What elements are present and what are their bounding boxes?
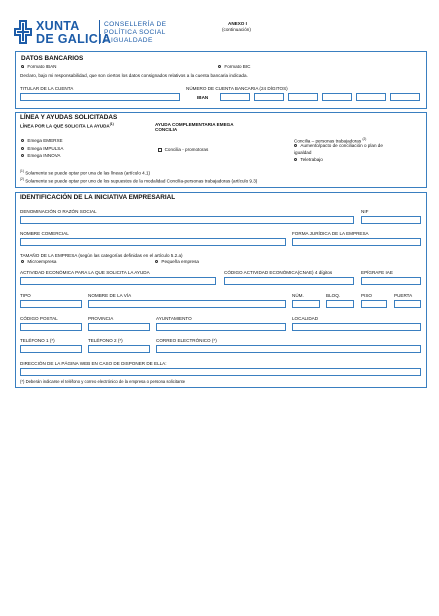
contact-footnote: (*) Deberán indicarse el teléfono y correo electrónico de la empresa o persona solicitante (20, 379, 186, 384)
commercial-name-label: NOMBRE COMERCIAL (20, 231, 69, 236)
annex-subtitle: (continuación) (222, 27, 251, 32)
block-field[interactable] (326, 300, 354, 308)
iban-radio[interactable] (21, 65, 24, 68)
concilia-promoter-option[interactable] (158, 147, 208, 152)
council-label: AYUNTAMIENTO (156, 316, 192, 321)
emerxe-label: Emega EMERXE (27, 138, 63, 143)
account-field-6[interactable] (390, 93, 420, 101)
locality-label: LOCALIDAD (292, 316, 319, 321)
micro-radio[interactable] (21, 260, 24, 263)
iban-format-option[interactable] (21, 64, 57, 69)
line-label-text: LÍNEA POR LA QUE SOLICITA LA AYUDA (20, 123, 110, 129)
nif-field[interactable] (361, 216, 421, 224)
bic-label: Formato BIC (224, 64, 251, 69)
conciliation-label: Aumento/pacto de conciliación o plan de (300, 143, 383, 148)
iban-label: Formato IBAN (27, 64, 57, 69)
line-label (20, 122, 114, 129)
complementary-label-1: AYUDA COMPLEMENTARIA EMEGA (155, 122, 234, 127)
company-section-title: IDENTIFICACIÓN DE LA INICIATIVA EMPRESARIAL (20, 194, 176, 201)
activity-label: ACTIVIDAD ECONÓMICA PARA LA QUE SOLICITA LA AYUDA (20, 270, 150, 275)
floor-label: PISO (361, 293, 372, 298)
complementary-label-2: CONCILIA (155, 127, 178, 132)
annex-title: ANEXO I (228, 21, 247, 26)
innova-label: Emega INNOVA (27, 153, 61, 158)
website-field[interactable] (20, 368, 421, 376)
bank-section-title: DATOS BANCARIOS (21, 55, 84, 62)
number-field[interactable] (292, 300, 320, 308)
account-number-label: NÚMERO DE CUENTA BANCARIA (24 DÍGITOS) (186, 86, 288, 91)
company-name-field[interactable] (20, 216, 354, 224)
phone2-field[interactable] (88, 345, 150, 353)
email-field[interactable] (156, 345, 421, 353)
micro-label: Microempresa (27, 259, 57, 264)
province-label: PROVINCIA (88, 316, 114, 321)
company-name-label: DENOMINACIÓN O RAZÓN SOCIAL (20, 209, 97, 214)
website-label: DIRECCIÓN DE LA PÁGINA WEB EN CASO DE DISPONER DE ELLA: (20, 361, 167, 366)
door-label: PUERTA (394, 293, 413, 298)
line-option-innova[interactable] (21, 153, 61, 158)
iae-field[interactable] (361, 277, 421, 285)
small-radio[interactable] (155, 260, 158, 263)
street-name-label: NOMBRE DE LA VÍA (88, 293, 132, 298)
note2-sup: (2) (20, 177, 24, 181)
emerxe-radio[interactable] (21, 139, 24, 142)
line-option-impulsa[interactable] (21, 146, 63, 151)
email-label: CORREO ELECTRÓNICO (*) (156, 338, 217, 343)
company-size-label: TAMAÑO DE LA EMPRESA (según las categorías definidas en el artículo 5.2.a) (20, 253, 183, 258)
number-label: NÚM. (292, 293, 304, 298)
workers-option-conciliation[interactable] (294, 143, 383, 148)
workers-option-conciliation-cont: igualdad (294, 150, 312, 155)
phone1-label: TELÉFONO 1 (*) (20, 338, 55, 343)
note2-text: Solamente se puede optar por uno de los supuestos de la modalidad Concilia-personas trabajadoras (artículo 9.3) (25, 178, 258, 184)
concilia-promoter-checkbox[interactable] (158, 148, 162, 152)
phone2-label: TELÉFONO 2 (*) (88, 338, 123, 343)
cnae-field[interactable] (224, 277, 354, 285)
workers-option-telework[interactable] (294, 157, 323, 162)
door-field[interactable] (394, 300, 421, 308)
bic-format-option[interactable] (218, 64, 250, 69)
concilia-workers-text: Concilia – personas trabajadoras (294, 138, 362, 144)
size-option-micro[interactable] (21, 259, 57, 264)
bic-radio[interactable] (218, 65, 221, 68)
iban-prefix: IBAN (197, 95, 209, 100)
zip-label: CÓDIGO POSTAL (20, 316, 58, 321)
street-name-field[interactable] (88, 300, 286, 308)
note1-sup: (1) (20, 169, 24, 173)
block-label: BLOQ. (326, 293, 341, 298)
street-type-field[interactable] (20, 300, 82, 308)
size-option-small[interactable] (155, 259, 199, 264)
bank-declaration: Declaro, bajo mi responsabilidad, que son ciertos los datos consignados relativos a la cuenta bancaria indicada. (20, 73, 248, 78)
zip-field[interactable] (20, 323, 82, 331)
xunta-logo-icon (14, 20, 32, 44)
note-2 (20, 177, 257, 184)
account-holder-label: TITULAR DE LA CUENTA (20, 86, 74, 91)
innova-radio[interactable] (21, 154, 24, 157)
small-label: Pequeña empresa (161, 259, 199, 264)
activity-field[interactable] (20, 277, 216, 285)
line-option-emerxe[interactable] (21, 138, 63, 143)
legal-form-field[interactable] (292, 238, 421, 246)
concilia-workers-sup: (2) (362, 137, 367, 141)
lines-section-title: LÍNEA Y AYUDAS SOLICITADAS (20, 114, 118, 121)
impulsa-radio[interactable] (21, 147, 24, 150)
header-divider (99, 20, 100, 44)
brand-name-line1: XUNTA (36, 19, 80, 33)
nif-label: NIF (361, 209, 369, 214)
department-line3: E IGUALDADE (104, 37, 153, 44)
council-field[interactable] (156, 323, 286, 331)
commercial-name-field[interactable] (20, 238, 286, 246)
conciliation-radio[interactable] (294, 144, 297, 147)
street-type-label: TIPO (20, 293, 31, 298)
iae-label: EPÍGRAFE IAE (361, 270, 393, 275)
legal-form-label: FORMA JURÍDICA DE LA EMPRESA (292, 231, 369, 236)
line-label-sup: (1) (109, 122, 114, 126)
floor-field[interactable] (361, 300, 387, 308)
brand-name-line2: DE GALICIA (36, 32, 112, 46)
telework-radio[interactable] (294, 158, 297, 161)
department-line2: POLÍTICA SOCIAL (104, 29, 166, 36)
account-field-1[interactable] (220, 93, 250, 101)
note1-text: Solamente se puede optar por una de las líneas (artículo 4.1) (25, 170, 151, 176)
account-holder-field[interactable] (20, 93, 180, 101)
account-field-5[interactable] (356, 93, 386, 101)
cnae-label: CÓDIGO ACTIVIDAD ECONÓMICA(CNAE) 4 dígitos (224, 270, 333, 275)
note-1 (20, 169, 150, 176)
phone1-field[interactable] (20, 345, 82, 353)
account-field-3[interactable] (288, 93, 318, 101)
account-field-2[interactable] (254, 93, 284, 101)
province-field[interactable] (88, 323, 150, 331)
impulsa-label: Emega IMPULSA (27, 146, 64, 151)
telework-label: Teletrabajo (300, 157, 323, 162)
locality-field[interactable] (292, 323, 421, 331)
concilia-promoter-label: Concilia - promotoras (164, 147, 209, 152)
department-line1: CONSELLERÍA DE (104, 21, 167, 28)
account-field-4[interactable] (322, 93, 352, 101)
